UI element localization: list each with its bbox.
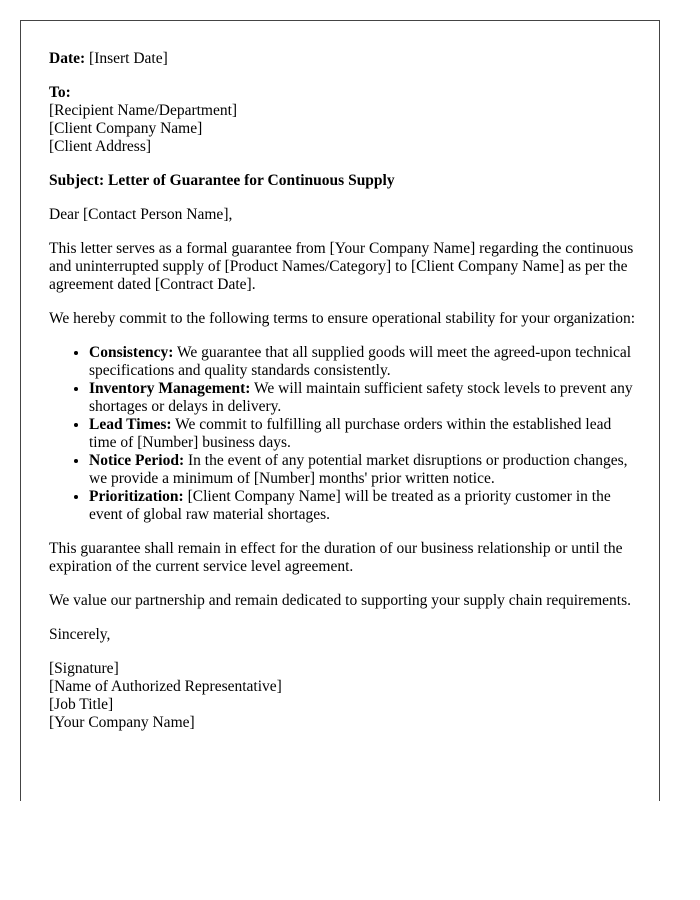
client-address: [Client Address] bbox=[49, 138, 152, 155]
letter-content bbox=[49, 50, 639, 748]
term-item: • Inventory Management: We will maintain sufficient safety stock levels to prevent any shortages or delays in delivery. bbox=[89, 380, 639, 416]
letter-page bbox=[20, 20, 660, 801]
date-value: [Insert Date] bbox=[89, 50, 168, 67]
duration-paragraph: This guarantee shall remain in effect for the duration of our business relationship or until the expiration of the current service level agreement. bbox=[49, 540, 623, 575]
subject-line: Subject: Letter of Guarantee for Continuous Supply bbox=[49, 172, 395, 189]
closing: Sincerely, bbox=[49, 626, 111, 643]
commit-paragraph: We hereby commit to the following terms to ensure operational stability for your organization: bbox=[49, 310, 636, 327]
client-company: [Client Company Name] bbox=[49, 120, 203, 137]
signature: [Signature] bbox=[49, 660, 119, 677]
company-name: [Your Company Name] bbox=[49, 714, 195, 731]
term-item: • Prioritization: [Client Company Name] will be treated as a priority customer in the event of global raw material shortages. bbox=[89, 488, 639, 524]
date-line bbox=[49, 50, 639, 68]
representative-name: [Name of Authorized Representative] bbox=[49, 678, 282, 695]
term-item: • Consistency: We guarantee that all supplied goods will meet the agreed-upon technical specifications and quality standards consistently. bbox=[89, 344, 639, 380]
intro-paragraph: This letter serves as a formal guarantee from [Your Company Name] regarding the continuous and uninterrupted supply of [Product Names/Category] to [Client Company Name] as per the agreement dated [Contract Date]. bbox=[49, 240, 634, 293]
closing-paragraph: We value our partnership and remain dedicated to supporting your supply chain requirements. bbox=[49, 592, 631, 609]
terms-list bbox=[49, 344, 639, 524]
job-title: [Job Title] bbox=[49, 696, 114, 713]
to-label: To: bbox=[49, 84, 71, 101]
recipient-block bbox=[49, 84, 639, 156]
salutation: Dear [Contact Person Name], bbox=[49, 206, 233, 223]
term-item: • Notice Period: In the event of any potential market disruptions or production changes, we provide a minimum of [Number] months' prior written notice. bbox=[89, 452, 639, 488]
recipient-name: [Recipient Name/Department] bbox=[49, 102, 238, 119]
signature-block bbox=[49, 660, 639, 732]
date-label: Date: bbox=[49, 50, 86, 67]
term-item: • Lead Times: We commit to fulfilling all purchase orders within the established lead time of [Number] business days. bbox=[89, 416, 639, 452]
